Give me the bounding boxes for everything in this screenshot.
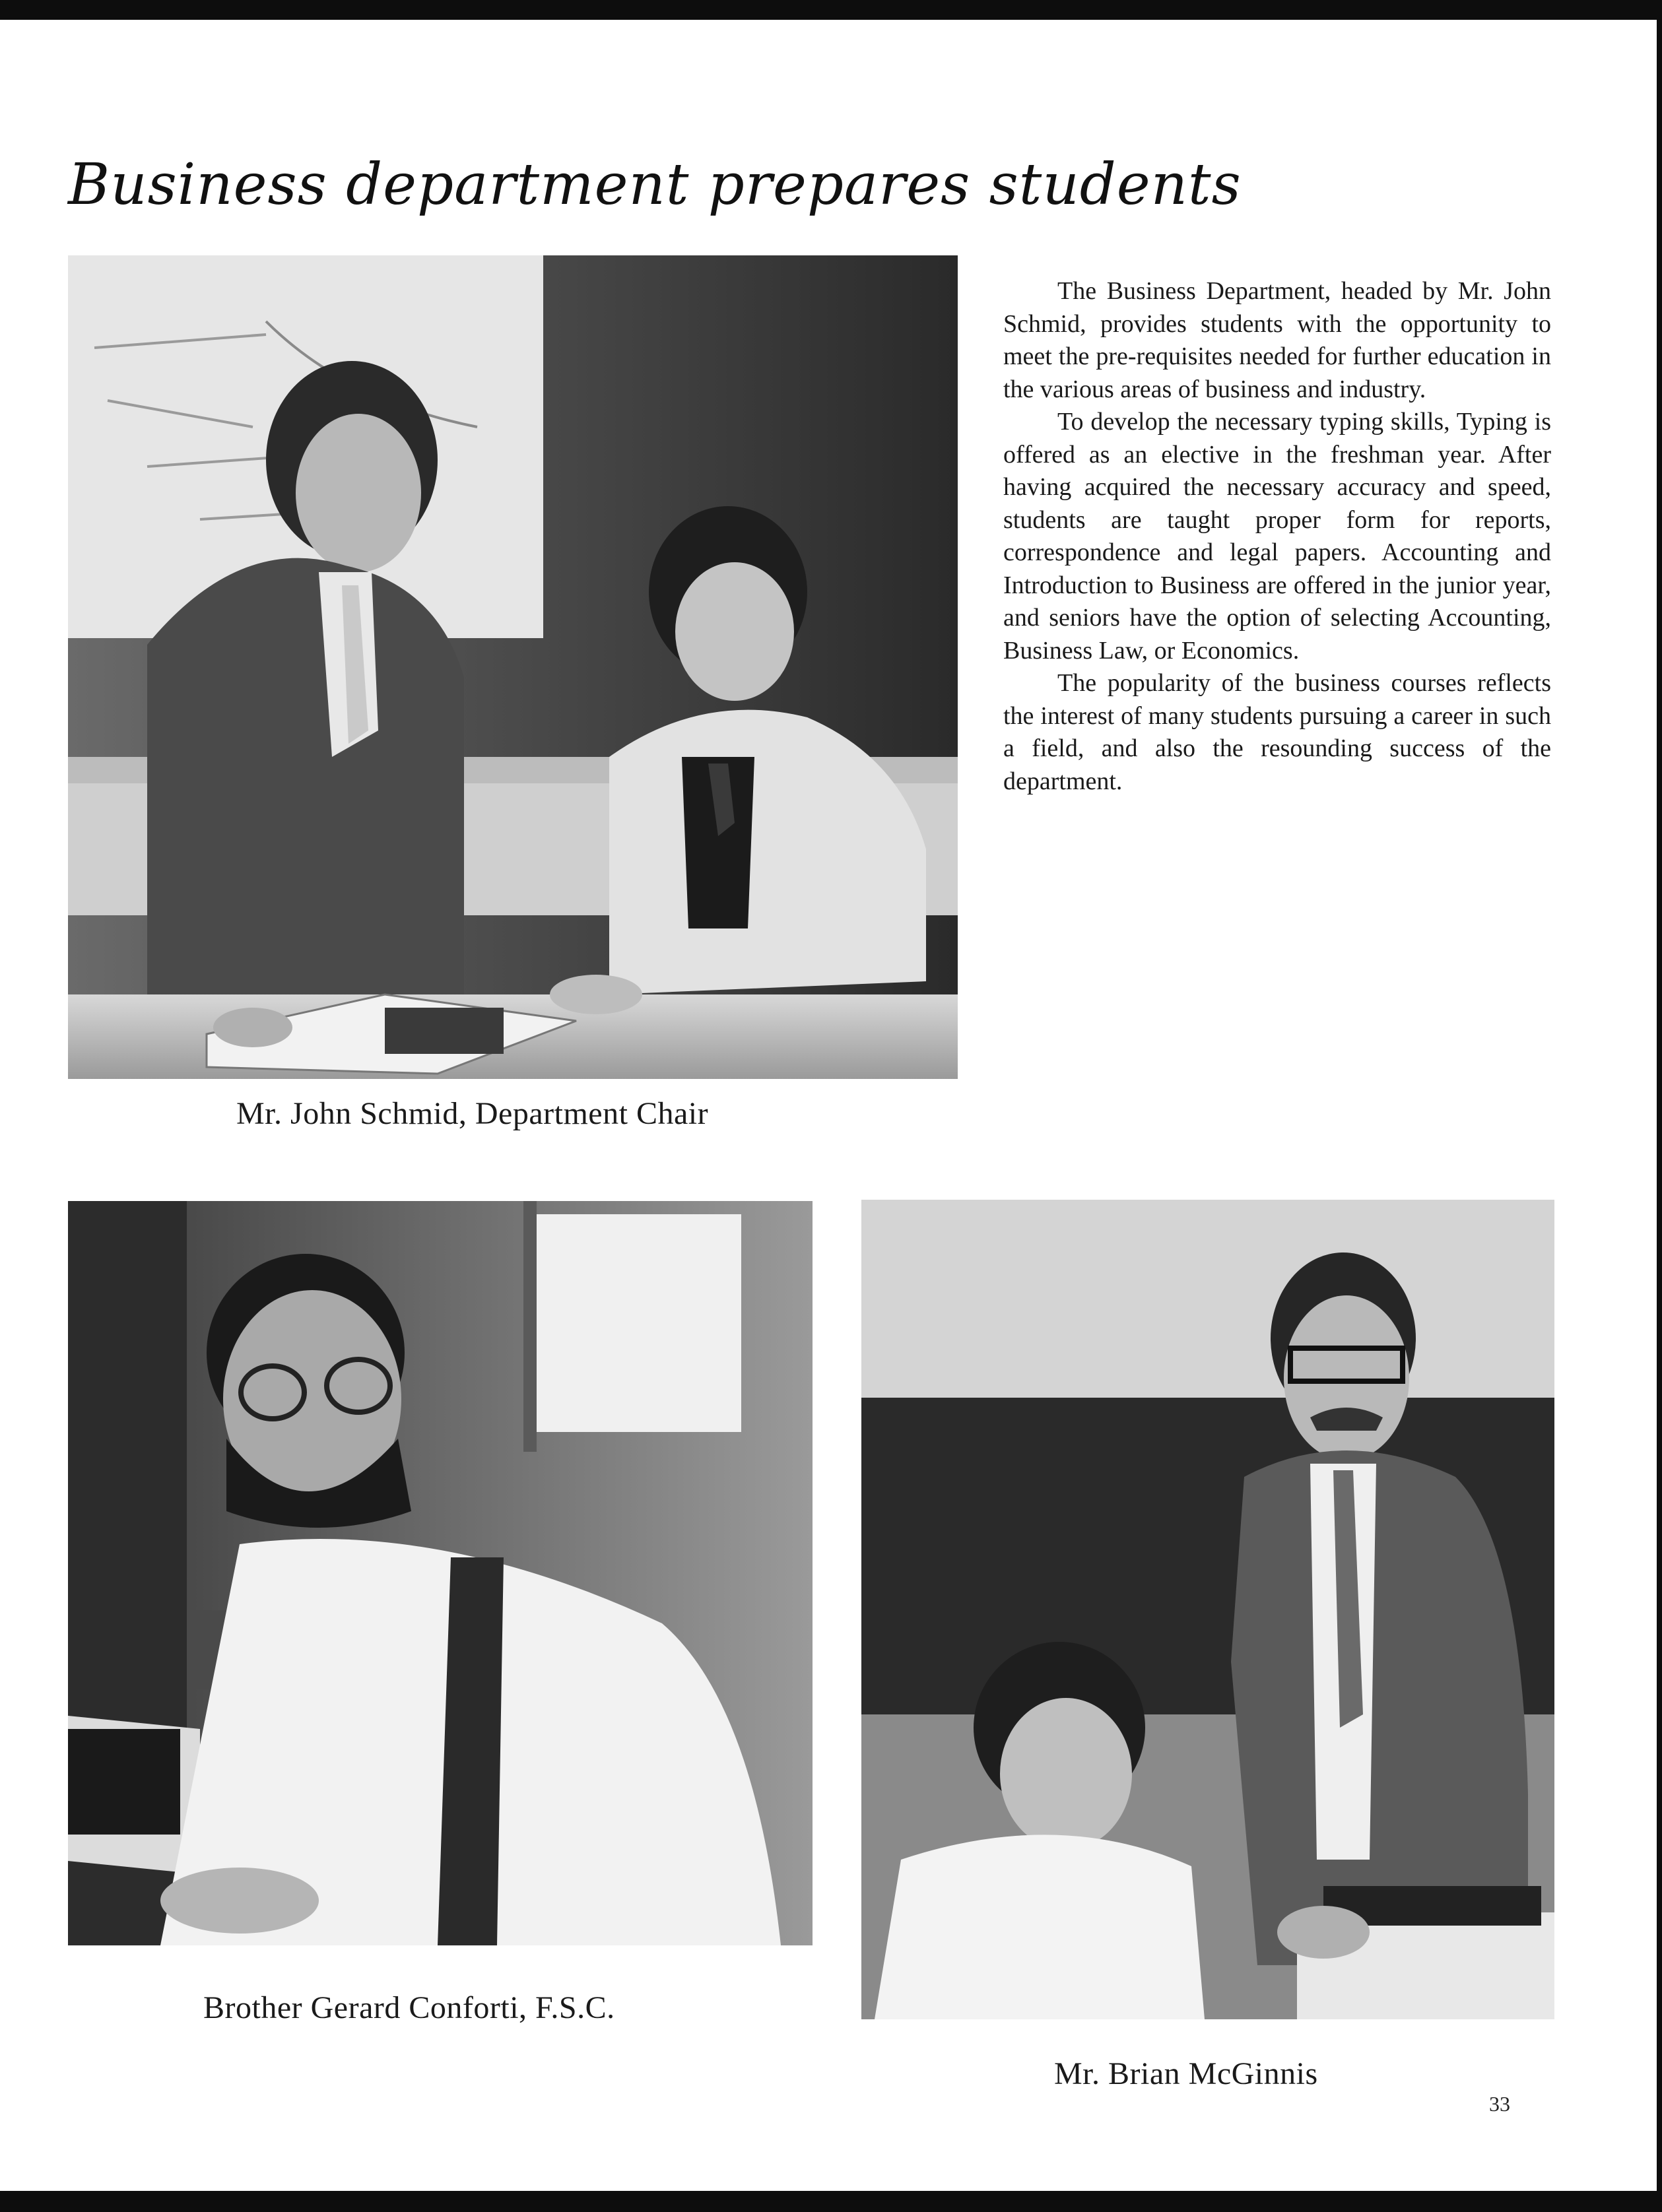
photo-john-schmid-image bbox=[68, 255, 958, 1079]
photo-gerard-conforti-image bbox=[68, 1201, 813, 1945]
page-number: 33 bbox=[1489, 2092, 1510, 2116]
article-paragraph: To develop the necessary typing skills, Typing is offered as an elective in the freshman year. After having acquired the necessary accuracy and speed, students are taught proper form for reports, correspondence and legal papers. Accounting and Introduction to Business are offered in the junior year, and seniors have the option of selecting Accounting, Business Law, or Economics. bbox=[1003, 408, 1551, 665]
yearbook-page bbox=[0, 20, 1657, 2191]
caption-john-schmid: Mr. John Schmid, Department Chair bbox=[236, 1096, 709, 1131]
article-paragraph: The Business Department, headed by Mr. John Schmid, provides students with the opportunity to meet the pre-requisites needed for further education in the various areas of business and industry. bbox=[1003, 277, 1551, 403]
photo-brian-mcginnis bbox=[861, 1200, 1554, 2019]
article-body bbox=[1003, 275, 1551, 798]
caption-gerard-conforti: Brother Gerard Conforti, F.S.C. bbox=[203, 1990, 615, 2025]
photo-brian-mcginnis-image bbox=[861, 1200, 1554, 2019]
caption-brian-mcginnis: Mr. Brian McGinnis bbox=[1054, 2056, 1318, 2091]
photo-john-schmid bbox=[68, 255, 958, 1079]
photo-gerard-conforti bbox=[68, 1201, 813, 1945]
page-headline: Business department prepares students bbox=[68, 152, 1242, 218]
article-paragraph: The popularity of the business courses reflects the interest of many students pursuing a career in such a field, and also the resounding success of the department. bbox=[1003, 669, 1551, 795]
